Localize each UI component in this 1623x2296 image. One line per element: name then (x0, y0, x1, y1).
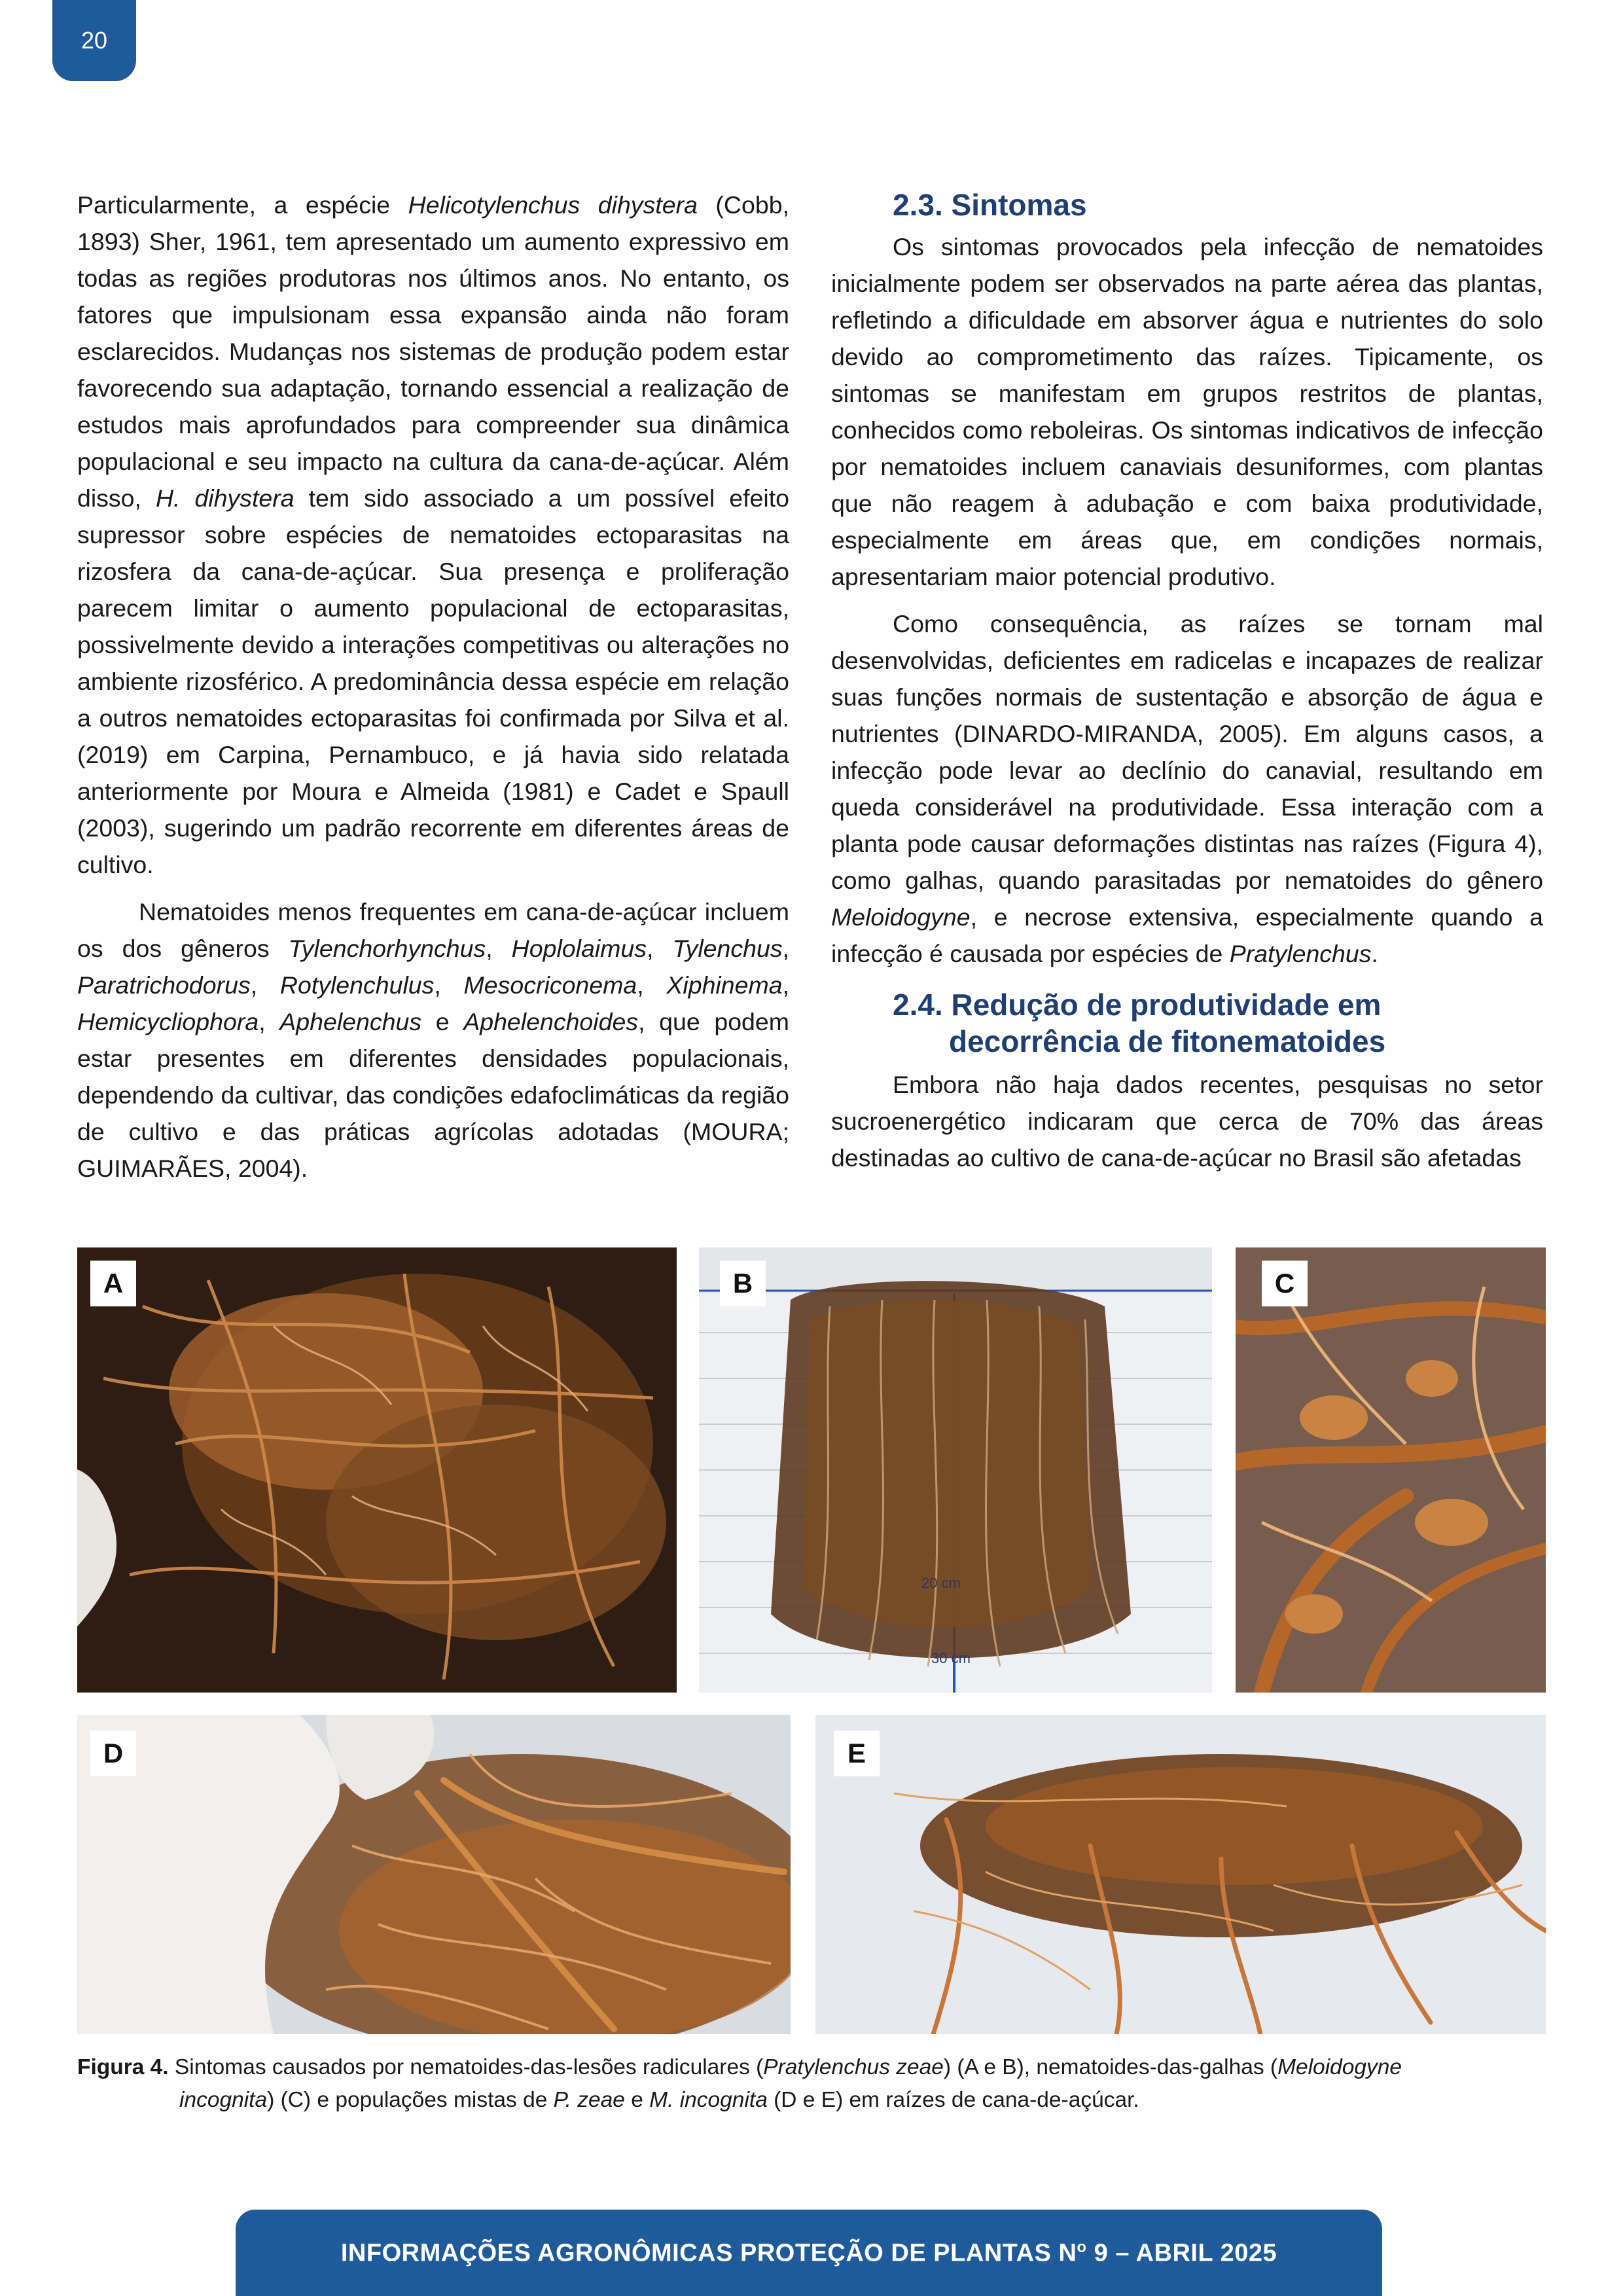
text-run: Particularmente, a espécie (77, 191, 408, 219)
text-run: Como consequência, as raízes se tornam mal desenvolvidas, deficientes em radicelas e incapazes de realizar suas funções normais de sustentação e absorção de água e nutrientes (DINARDO-MIRANDA, 2005). Em alguns casos, a infecção pode levar ao declínio do canavial, resultando em queda considerável na produtividade. Essa interação com a planta pode causar deformações distintas nas raízes (Figura 4), como galhas, quando parasitadas por nematoides do gênero (831, 610, 1543, 894)
genus-name: Xiphinema (666, 971, 783, 999)
species-name: Helicotylenchus dihystera (408, 191, 698, 219)
text-run: , que podem estar presentes em diferentes densidades populacionais, dependendo da cultivar, das condições edafoclimáticas da região de cultivo e das práticas agrícolas adotadas (MOURA; GUIMARÃES, 2004). (77, 1008, 789, 1182)
caption-text: ) (A e B), nematoides-das-galhas ( (943, 2055, 1278, 2079)
root-photo-a (77, 1247, 677, 1693)
footer-text-issue: 9 – ABRIL 2025 (1086, 2239, 1277, 2267)
panel-label-c: C (1262, 1261, 1308, 1306)
genus-name: Mesocriconema (463, 971, 637, 999)
left-paragraph-1 (77, 187, 789, 883)
ruler-label-30cm: 30 cm (931, 1650, 971, 1666)
separator: , (782, 971, 789, 999)
caption-text: e (624, 2088, 650, 2112)
genus-name: Hemicycliophora (77, 1008, 259, 1035)
separator: , (637, 971, 667, 999)
text-run: Nematoides menos frequentes em cana-de-açúcar incluem os dos gêneros (77, 898, 789, 962)
caption-text: ) (C) e populações mistas de (267, 2088, 554, 2112)
separator: , (259, 1008, 280, 1035)
figure-caption (77, 2051, 1546, 2117)
right-paragraph-3: Embora não haja dados recentes, pesquisas no setor sucroenergético indicaram que cerca de 70% das áreas destinadas ao cultivo de cana-de-açúcar no Brasil são afetadas (831, 1071, 1543, 1172)
separator: , (434, 971, 464, 999)
panel-label-b: B (720, 1261, 766, 1306)
species-name: Pratylenchus zeae (763, 2055, 944, 2079)
root-photo-c (1236, 1247, 1546, 1693)
separator: , (250, 971, 280, 999)
species-name: Meloidogyne (1277, 2055, 1402, 2079)
species-name: incognita (179, 2088, 268, 2112)
species-name: M. incognita (649, 2088, 768, 2112)
left-column (77, 187, 789, 1187)
genus-name: Pratylenchus (1229, 940, 1372, 967)
journal-footer (236, 2210, 1382, 2296)
section-heading-2-4-line-1: 2.4. Redução de produtividade em (893, 988, 1382, 1022)
right-column (831, 187, 1543, 1176)
root-photo-b (699, 1247, 1212, 1693)
figure-panel-e (815, 1715, 1546, 2034)
panel-label-e: E (834, 1731, 880, 1776)
separator: , (647, 935, 673, 962)
figure-label: Figura 4. (77, 2055, 169, 2079)
root-photo-d (77, 1715, 791, 2034)
panel-label-a: A (90, 1261, 136, 1306)
text-run: , e necrose extensiva, especialmente quando a infecção é causada por espécies de (831, 903, 1543, 967)
genus-name: Meloidogyne (831, 903, 971, 931)
ruler-label-20cm: 20 cm (921, 1575, 961, 1591)
figure-panel-a (77, 1247, 677, 1693)
figure-panel-c (1236, 1247, 1546, 1693)
genus-name: Hoplolaimus (511, 935, 647, 962)
panel-label-d: D (90, 1731, 136, 1776)
left-paragraph-2 (77, 893, 789, 1187)
footer-text-main: INFORMAÇÕES AGRONÔMICAS PROTEÇÃO DE PLANTAS N (340, 2239, 1077, 2267)
genus-name: Tylenchorhynchus (288, 935, 486, 962)
footer-text (341, 2238, 1277, 2268)
root-photo-e (815, 1715, 1546, 2034)
section-heading-2-4-line-2: decorrência de fitonematoides (949, 1024, 1386, 1058)
figure-panel-d (77, 1715, 791, 2034)
separator: , (782, 935, 790, 962)
genus-name: Aphelenchoides (463, 1008, 639, 1035)
separator: , (486, 935, 512, 962)
right-paragraph-1: Os sintomas provocados pela infecção de nematoides inicialmente podem ser observados na parte aérea das plantas, refletindo a dificuldade em absorver água e nutrientes do solo devido ao comprometimento das raízes. Tipicamente, os sintomas se manifestam em grupos restritos de plantas, conhecidos como reboleiras. Os sintomas indicativos de infecção por nematoides incluem canaviais desuniformes, com plantas que não reagem à adubação e com baixa produtividade, especialmente em áreas que, em condições normais, apresentariam maior potencial produtivo. (831, 233, 1543, 590)
section-heading-2-4 (831, 986, 1543, 1060)
separator: e (421, 1008, 464, 1035)
genus-name: Aphelenchus (279, 1008, 422, 1035)
right-paragraph-2 (831, 605, 1543, 972)
genus-name: Tylenchus (672, 935, 783, 962)
figure-panel-b (699, 1247, 1212, 1693)
page-number: 20 (80, 27, 108, 54)
page-number-tab (52, 0, 136, 81)
genus-name: Paratrichodorus (77, 971, 251, 999)
species-name: P. zeae (553, 2088, 625, 2112)
genus-name: Rotylenchulus (279, 971, 435, 999)
species-name: H. dihystera (155, 484, 294, 512)
caption-text: (D e E) em raízes de cana-de-açúcar. (767, 2088, 1139, 2112)
caption-line-2 (77, 2084, 1546, 2117)
section-heading-2-3: 2.3. Sintomas (893, 188, 1087, 222)
text-run: . (1371, 940, 1378, 967)
text-run: tem sido associado a um possível efeito supressor sobre espécies de nematoides ectoparasitas na rizosfera da cana-de-açúcar. Sua presença e proliferação parecem limitar o aumento populacional de ectoparasitas, possivelmente devido a interações competitivas ou alterações no ambiente rizosférico. A predominância dessa espécie em relação a outros nematoides ectoparasitas foi confirmada por Silva et al. (2019) em Carpina, Pernambuco, e já havia sido relatada anteriormente por Moura e Almeida (1981) e Cadet e Spaull (2003), sugerindo um padrão recorrente em diferentes áreas de cultivo. (77, 484, 789, 878)
footer-superscript: o (1077, 2238, 1087, 2256)
text-run: (Cobb, 1893) Sher, 1961, tem apresentado um aumento expressivo em todas as regiões produtoras nos últimos anos. No entanto, os fatores que impulsionam essa expansão ainda não foram esclarecidos. Mudanças nos sistemas de produção podem estar favorecendo sua adaptação, tornando essencial a realização de estudos mais aprofundados para compreender sua dinâmica populacional e seu impacto na cultura da cana-de-açúcar. Além disso, (77, 191, 789, 512)
caption-text: Sintomas causados por nematoides-das-lesões radiculares ( (168, 2055, 764, 2079)
